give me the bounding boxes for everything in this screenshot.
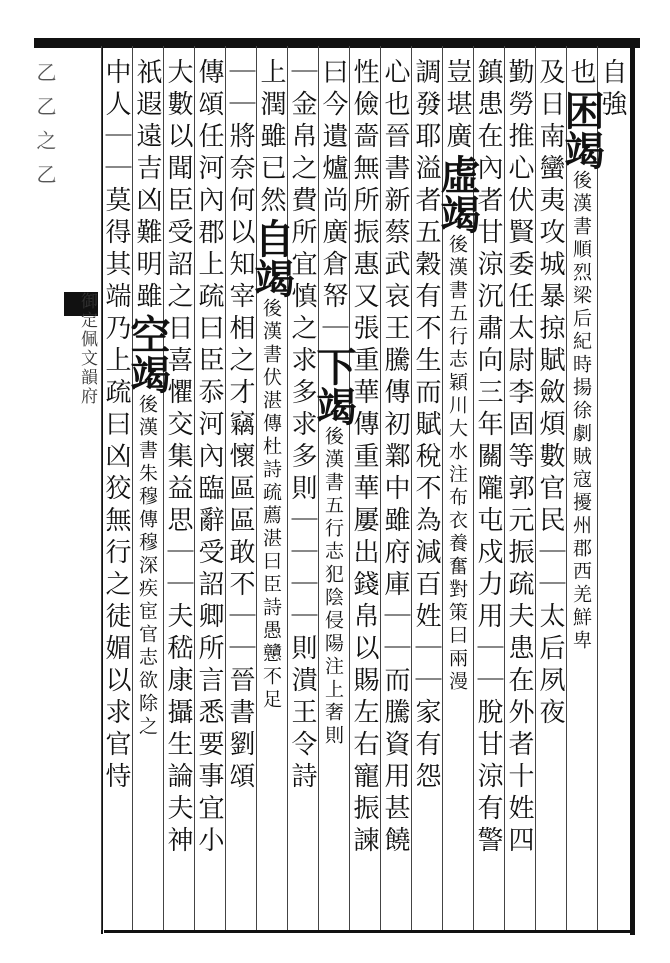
bottom-border: [104, 930, 634, 933]
text-segment: 調發耶: [411, 58, 441, 154]
text-segment: 上潤雖已然: [256, 58, 286, 218]
text-segment: 鎮患在內者甘涼沉肅向三年關隴屯戍力用｜｜脫甘涼有警: [473, 58, 503, 858]
text-column: [94, 58, 139, 794]
text-segment: 大數以聞臣受詔之日喜懼交集益思｜｜夫嵇康攝生論夫神: [163, 58, 193, 858]
headword: 困竭: [558, 90, 605, 170]
text-segment: 後漢書五行志穎川大水注布衣養奮對策曰兩漫: [446, 234, 468, 694]
text-segment: ｜金帛之費所宜慎之: [287, 58, 317, 346]
right-border: [630, 40, 635, 935]
text-segment: 求多求多則｜｜｜｜則潰王令詩: [287, 346, 317, 794]
text-segment: ｜｜將奈何: [225, 58, 255, 218]
text-segment: 後漢書伏湛傳杜詩疏薦湛曰臣詩愚戇不足: [260, 298, 282, 712]
headword: 自竭: [248, 218, 295, 298]
text-segment: 也: [566, 58, 596, 90]
text-segment: 曰今遺爐尚廣倉帑｜: [318, 58, 348, 346]
headword: 空竭: [124, 314, 171, 394]
text-segment: 後漢書五行志犯陰侵陽注上奢則: [322, 426, 344, 748]
headword: 虛竭: [434, 154, 481, 234]
text-segment: 溢者五穀有不生而賦稅不為減百姓｜｜家有怨: [411, 154, 441, 794]
text-segment: 以知宰相之才竊懷區區敢不｜｜晉書劉頌: [225, 218, 255, 794]
top-border: [34, 38, 640, 48]
text-segment: 勤勞推心伏賢委任太尉李固等郭元振疏夫患在外者十姓四: [504, 58, 534, 858]
text-segment: 及日南蠻夷攻城暴掠賦斂煩數官民｜｜太后夙夜: [535, 58, 565, 730]
left-edge-text: 乙乙之乙: [33, 62, 57, 198]
text-segment: 中人｜｜莫得其端: [101, 58, 131, 314]
book-title-gutter: 御定佩文韻府: [77, 292, 97, 406]
text-segment: 自強: [597, 58, 627, 122]
text-segment: 性儉嗇無所振惠又張重華傳重華屢出錢帛以賜左右寵振諫: [349, 58, 379, 858]
text-segment: 傳頌任河內郡上疏曰臣忝河內臨辭受詔卿所言悉要事宜小: [194, 58, 224, 858]
text-segment: 乃上疏曰凶狡無行之徒媚以求官恃: [101, 314, 131, 794]
text-segment: 後漢書順烈梁后紀時揚徐劇賊寇擾州郡西羌鮮卑: [570, 170, 592, 653]
text-segment: 祇遐遠吉凶難明雖: [132, 58, 162, 314]
text-segment: 心也晉書新蔡武哀王騰傳初鄴中雖府庫｜｜而騰資用甚饒: [380, 58, 410, 858]
text-segment: 豈堪廣: [442, 58, 472, 154]
headword: 下竭: [310, 346, 357, 426]
text-segment: 後漢書朱穆傳穆深疾宦官志欲除之: [136, 394, 158, 739]
